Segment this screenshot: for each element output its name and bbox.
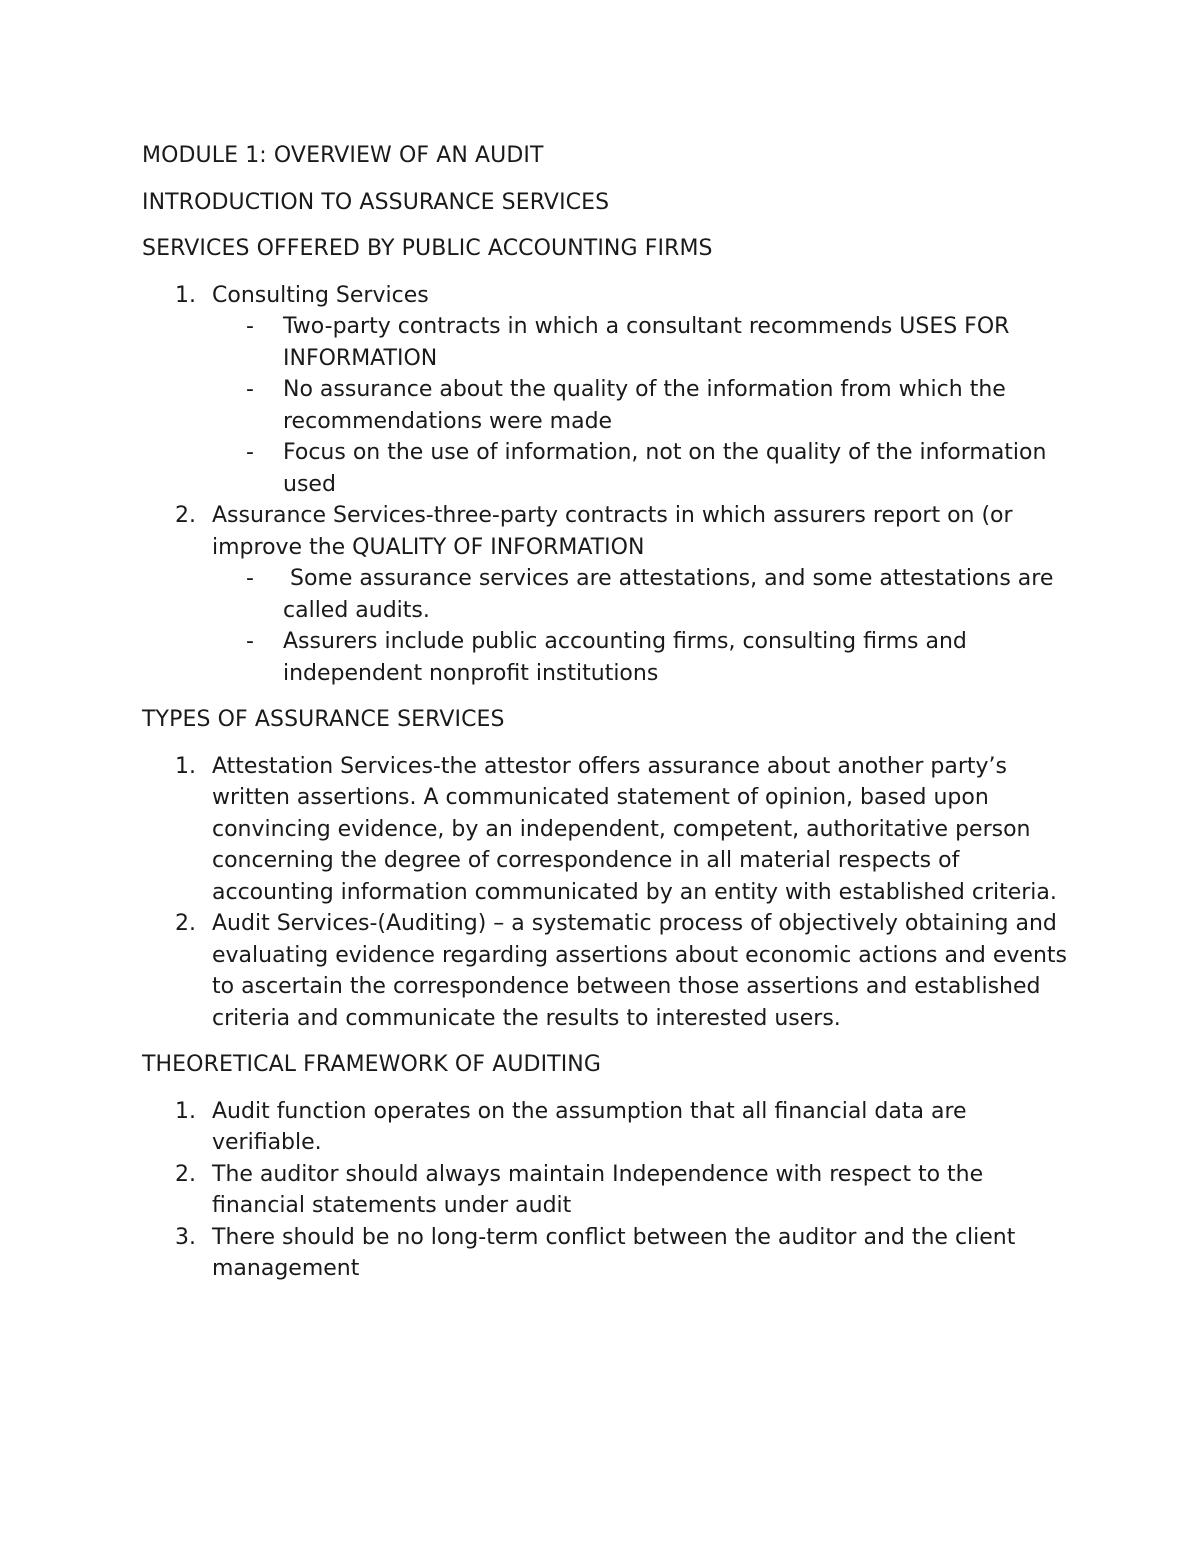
bullet-item bbox=[212, 563, 1072, 626]
list-item-text: The auditor should always maintain Independence with respect to the financial statements under audit bbox=[212, 1161, 984, 1218]
list-item bbox=[142, 751, 1072, 909]
list-item bbox=[142, 1159, 1072, 1222]
list-number: 2. bbox=[175, 1161, 196, 1187]
list-number: 2. bbox=[175, 911, 196, 936]
section-heading-framework: THEORETICAL FRAMEWORK OF AUDITING bbox=[142, 1052, 602, 1077]
list-item-text: Consulting Services bbox=[212, 282, 429, 308]
bullet-text: No assurance about the quality of the information from which the recommendations were made bbox=[283, 377, 1006, 434]
list-number: 1. bbox=[175, 282, 196, 308]
types-list bbox=[142, 751, 1072, 1035]
list-item bbox=[142, 500, 1072, 689]
bullet-list bbox=[212, 563, 1072, 689]
list-number: 1. bbox=[175, 1098, 196, 1124]
bullet-marker: - bbox=[246, 566, 254, 591]
bullet-text: Focus on the use of information, not on the quality of the information used bbox=[283, 440, 1047, 497]
bullet-marker: - bbox=[246, 629, 254, 654]
list-item-text: Attestation Services-the attestor offers assurance about another party’s written assertions. A communicated statement of opinion, based upon convincing evidence, by an independent, competent, authoritative person concerning the degree of correspondence in all material respects of accounting information communicated by an entity with established criteria. bbox=[212, 753, 1057, 905]
bullet-item bbox=[212, 626, 1072, 689]
document-title: MODULE 1: OVERVIEW OF AN AUDIT bbox=[142, 143, 544, 168]
list-item bbox=[142, 1096, 1072, 1159]
services-list bbox=[142, 280, 1072, 690]
list-item bbox=[142, 908, 1072, 1034]
framework-list bbox=[142, 1096, 1072, 1285]
document-subtitle: INTRODUCTION TO ASSURANCE SERVICES bbox=[142, 189, 610, 215]
bullet-text: Assurers include public accounting firms, consulting firms and independent nonprofit institutions bbox=[283, 629, 967, 686]
bullet-item bbox=[212, 437, 1072, 500]
list-item-text: Audit function operates on the assumption that all financial data are verifiable. bbox=[212, 1098, 967, 1155]
bullet-text: Two-party contracts in which a consultant recommends USES FOR INFORMATION bbox=[283, 314, 1010, 371]
list-item-text: There should be no long-term conflict between the auditor and the client management bbox=[212, 1224, 1016, 1281]
list-item bbox=[142, 280, 1072, 501]
bullet-marker: - bbox=[246, 314, 254, 339]
bullet-item bbox=[212, 374, 1072, 437]
section-heading-services: SERVICES OFFERED BY PUBLIC ACCOUNTING FIRMS bbox=[142, 236, 713, 261]
bullet-item bbox=[212, 311, 1072, 374]
list-number: 1. bbox=[175, 753, 196, 779]
list-number: 3. bbox=[175, 1224, 196, 1250]
list-item-text: Assurance Services-three-party contracts in which assurers report on (or improve the QUALITY OF INFORMATION bbox=[212, 503, 1013, 560]
document-page bbox=[142, 140, 1072, 1300]
list-item bbox=[142, 1222, 1072, 1285]
bullet-marker: - bbox=[246, 440, 254, 465]
list-item-text: Audit Services-(Auditing) – a systematic process of objectively obtaining and evaluating evidence regarding assertions about economic actions and events to ascertain the correspondence between those assertions and established criteria and communicate the results to interested users. bbox=[212, 911, 1067, 1031]
list-number: 2. bbox=[175, 503, 196, 528]
section-heading-types: TYPES OF ASSURANCE SERVICES bbox=[142, 707, 505, 732]
bullet-text: Some assurance services are attestations, and some attestations are called audits. bbox=[283, 566, 1061, 623]
bullet-list bbox=[212, 311, 1072, 500]
bullet-marker: - bbox=[246, 377, 254, 402]
